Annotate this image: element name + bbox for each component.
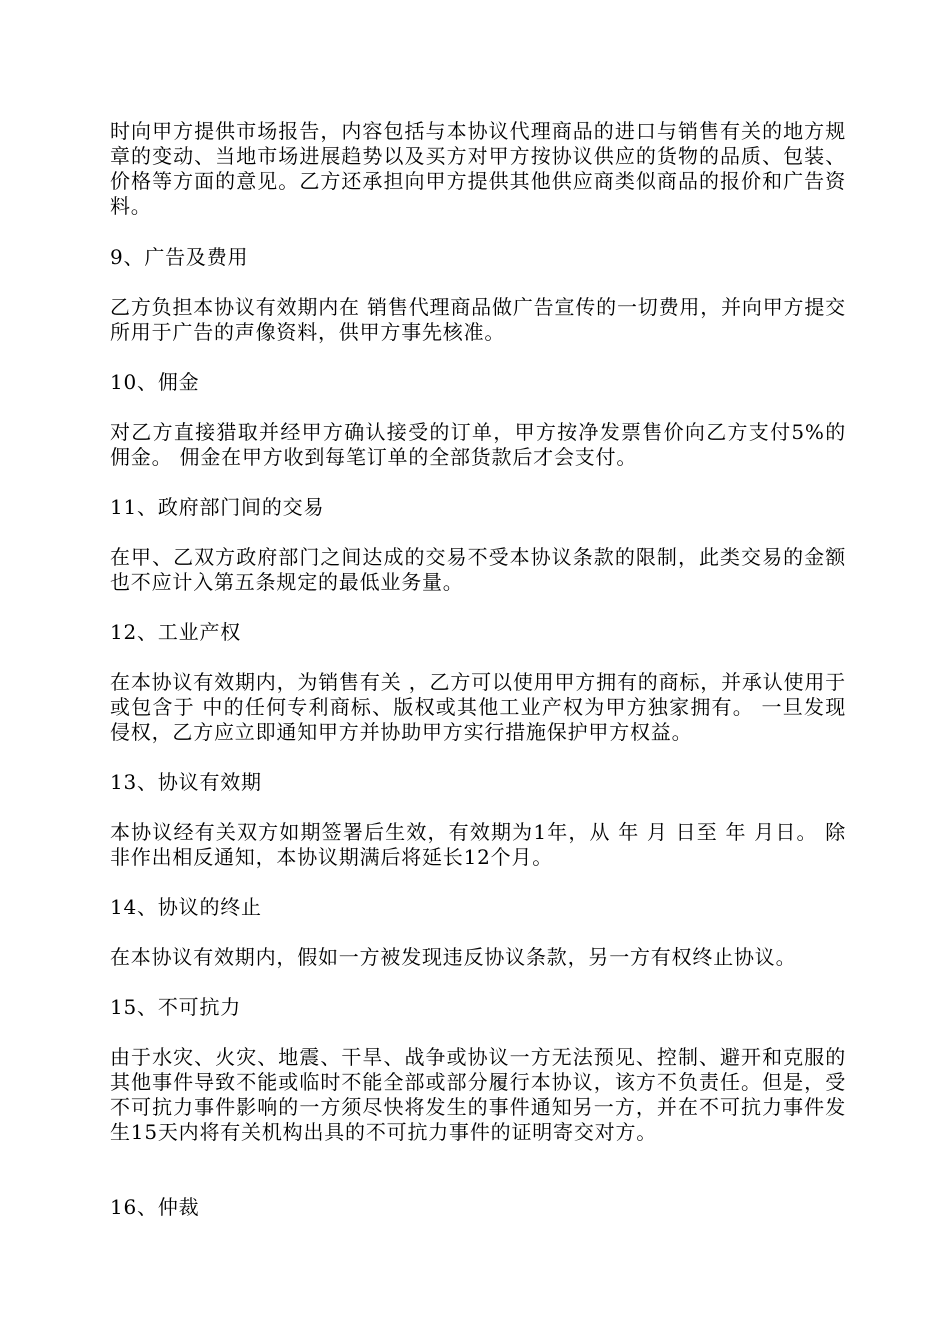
paragraph-text: 对乙方直接猎取并经甲方确认接受的订单，甲方按净发票售价向乙方支付5%的佣金。 佣金在甲方收到每笔订单的全部货款后才会支付。 (110, 420, 846, 469)
heading-termination (110, 895, 846, 920)
paragraph-commission (110, 420, 846, 470)
paragraph-industrial-property (110, 670, 846, 745)
heading-commission (110, 370, 846, 395)
heading-industrial-property (110, 620, 846, 645)
heading-validity (110, 770, 846, 795)
section-heading: 14、协议的终止 (110, 895, 262, 919)
paragraph-text: 本协议经有关双方如期签署后生效，有效期为1年，从 年 月 日至 年 月日。 除非作出相反通知，本协议期满后将延长12个月。 (110, 820, 846, 869)
heading-government-trade (110, 495, 846, 520)
paragraph-text: 乙方负担本协议有效期内在 销售代理商品做广告宣传的一切费用，并向甲方提交所用于广告的声像资料，供甲方事先核准。 (110, 295, 846, 344)
paragraph-text: 在本协议有效期内，假如一方被发现违反协议条款，另一方有权终止协议。 (110, 945, 797, 969)
section-heading: 13、协议有效期 (110, 770, 262, 794)
paragraph-text: 时向甲方提供市场报告，内容包括与本协议代理商品的进口与销售有关的地方规章的变动、当地市场进展趋势以及买方对甲方按协议供应的货物的品质、包装、价格等方面的意见。乙方还承担向甲方提供其他供应商类似商品的报价和广告资料。 (110, 119, 846, 218)
paragraph-termination (110, 945, 846, 970)
heading-force-majeure (110, 995, 846, 1020)
section-heading: 11、政府部门间的交易 (110, 495, 325, 519)
section-heading: 9、广告及费用 (110, 245, 249, 269)
paragraph-advertising (110, 295, 846, 345)
paragraph-text: 在甲、乙双方政府部门之间达成的交易不受本协议条款的限制，此类交易的金额也不应计入第五条规定的最低业务量。 (110, 545, 846, 594)
paragraph-text: 由于水灾、火灾、地震、干旱、战争或协议一方无法预见、控制、避开和克服的其他事件导致不能或临时不能全部或部分履行本协议，该方不负责任。但是，受不可抗力事件影响的一方须尽快将发生的事件通知另一方，并在不可抗力事件发生15天内将有关机构出具的不可抗力事件的证明寄交对方。 (110, 1045, 846, 1144)
paragraph-validity (110, 820, 846, 870)
section-heading: 12、工业产权 (110, 620, 242, 644)
heading-arbitration (110, 1195, 846, 1220)
paragraph-market-report (110, 119, 846, 219)
section-heading: 15、不可抗力 (110, 995, 242, 1019)
section-heading: 16、仲裁 (110, 1195, 200, 1219)
heading-advertising (110, 245, 846, 270)
section-heading: 10、佣金 (110, 370, 200, 394)
paragraph-government-trade (110, 545, 846, 595)
paragraph-force-majeure (110, 1045, 846, 1145)
paragraph-text: 在本协议有效期内，为销售有关 ，乙方可以使用甲方拥有的商标，并承认使用于或包含于 中的任何专利商标、版权或其他工业产权为甲方独家拥有。 一旦发现侵权，乙方应立即通知甲方并协助甲方实行措施保护甲方权益。 (110, 670, 846, 744)
